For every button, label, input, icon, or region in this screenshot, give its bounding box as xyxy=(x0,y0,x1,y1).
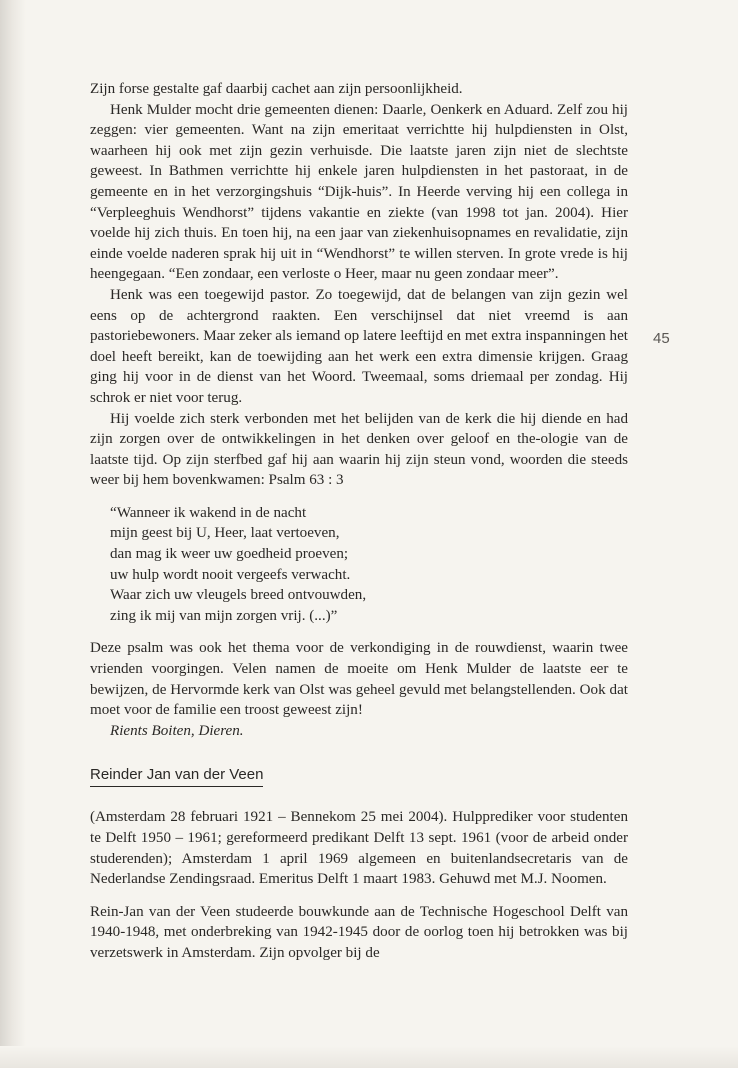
final-paragraph: Rein-Jan van der Veen studeerde bouwkunde aan de Technische Hogeschool Delft van 1940-1948, met onderbreking van 1942-1945 door de oorlog toen hij betrokken was bij verzetswerk in Amsterdam. Zijn opvolger bij de xyxy=(90,903,628,961)
poem-line: uw hulp wordt nooit vergeefs verwacht. xyxy=(110,566,351,583)
paragraph-3: Henk was een toegewijd pastor. Zo toegewijd, dat de belangen van zijn gezin wel eens op de achtergrond raakten. Een verschijnsel dat niet vreemd is aan pastoriebewoners. Maar zeker als iemand op latere leeftijd en met extra inspanningen het doel heeft bereikt, kan de toewijding aan het werk een extra dimensie krijgen. Graag ging hij voor in de dienst van het Woord. Tweemaal, soms driemaal per zondag. Hij schrok er niet voor terug. xyxy=(90,286,628,406)
poem-line: zing ik mij van mijn zorgen vrij. (...)” xyxy=(110,607,338,624)
author-signature: Rients Boiten, Dieren. xyxy=(110,722,244,739)
paragraph-2: Henk Mulder mocht drie gemeenten dienen: Daarle, Oenkerk en Aduard. Zelf zou hij zeggen: vier gemeenten. Want na zijn emeritaat verrichtte hij hulpdiensten in Olst, waarheen hij ook met zijn gezin verhuisde. Die laatste jaren zijn niet de slechtste geweest. In Bathmen verrichtte hij enkele jaren hulpdiensten in het pastoraat, in de gemeente en in het verzorgingshuis “Dijk-huis”. In Heerde verving hij een collega in “Verpleeghuis Wendhorst” tijdens vakantie en ziekte (van 1998 tot jan. 2004). Hier voelde hij zich thuis. En toen hij, na een jaar van ziekenhuisopnames en revalidatie, zijn einde voelde naderen sprak hij uit in “Wendhorst” te willen sterven. In grote vrede is hij heengegaan. “Een zondaar, een verloste o Heer, maar nu geen zondaar meer”. xyxy=(90,101,628,283)
paragraph-after-poem: Deze psalm was ook het thema voor de verkondiging in de rouwdienst, waarin twee vrienden voorgingen. Velen namen de moeite om Henk Mulder de laatste eer te bewijzen, de Hervormde kerk van Olst was geheel gevuld met belangstellenden. Ook dat moet voor de familie een troost geweest zijn! xyxy=(90,640,628,719)
bio-details: (Amsterdam 28 februari 1921 – Bennekom 25 mei 2004). Hulpprediker voor studenten te Delft 1950 – 1961; gereformeerd predikant Delft 13 sept. 1961 (voor de arbeid onder studerenden); Amsterdam 1 april 1969 algemeen en buitenlandsecretaris van de Nederlandse Zendingsraad. Emeritus Delft 1 maart 1983. Gehuwd met M.J. Noomen. xyxy=(90,809,628,888)
page-number: 45 xyxy=(653,330,670,347)
poem-line: dan mag ik weer uw goedheid proeven; xyxy=(110,546,349,563)
poem-line: “Wanneer ik wakend in de nacht xyxy=(110,504,307,521)
paragraph-1: Zijn forse gestalte gaf daarbij cachet aan zijn persoonlijkheid. xyxy=(90,81,463,97)
bottom-edge-shade xyxy=(0,1046,738,1068)
paragraph-4: Hij voelde zich sterk verbonden met het belijden van de kerk die hij diende en had zijn zorgen over de ontwikkelingen in het denken over geloof en the-ologie van de laatste tijd. Op zijn sterfbed gaf hij aan waarin hij zijn steun vond, woorden die steeds weer bij hem bovenkwamen: Psalm 63 : 3 xyxy=(90,410,628,489)
section-heading: Reinder Jan van der Veen xyxy=(90,765,263,787)
binding-shadow xyxy=(0,0,26,1068)
poem-line: Waar zich uw vleugels breed ontvouwden, xyxy=(110,587,367,604)
body-text xyxy=(90,79,628,964)
psalm-quote xyxy=(110,503,628,627)
poem-line: mijn geest bij U, Heer, laat vertoeven, xyxy=(110,525,340,542)
